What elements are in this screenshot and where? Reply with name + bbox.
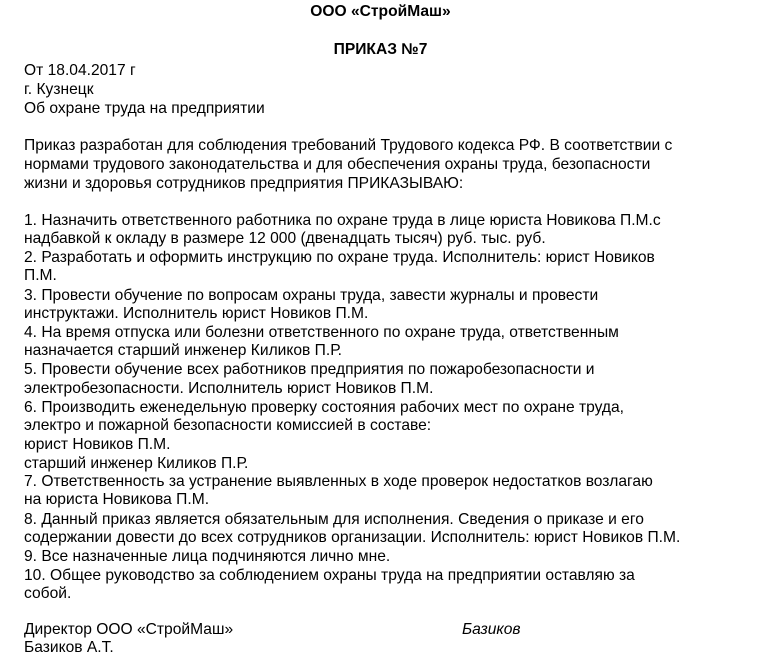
order-item-line: 1. Назначить ответственного работника по охране труда в лице юриста Новикова П.М.с (24, 212, 661, 229)
order-item-line: 5. Провести обучение всех работников предприятия по пожаробезопасности и (24, 361, 595, 378)
order-item-line: электро и пожарной безопасности комиссией в составе: (24, 417, 432, 434)
order-item-line: 6. Производить еженедельную проверку состояния рабочих мест по охране труда, (24, 399, 625, 416)
preamble-line: Приказ разработан для соблюдения требований Трудового кодекса РФ. В соответствии с (24, 137, 673, 154)
signature-name: Базиков А.Т. (24, 639, 114, 656)
order-item-line: собой. (24, 585, 72, 602)
order-item-line: надбавкой к окладу в размере 12 000 (двенадцать тысяч) руб. тыс. руб. (24, 230, 546, 247)
order-item-line: назначается старший инженер Киликов П.Р. (24, 342, 342, 359)
company-name: ООО «СтройМаш» (310, 3, 451, 20)
order-item-line: инструктажи. Исполнитель юрист Новиков П.М. (24, 305, 369, 322)
order-city: г. Кузнецк (24, 81, 94, 98)
preamble-line: нормами трудового законодательства и для обеспечения охраны труда, безопасности (24, 156, 651, 173)
order-item-line: 9. Все назначенные лица подчиняются лично мне. (24, 548, 391, 565)
signature-position: Директор ООО «СтройМаш» (24, 621, 234, 638)
order-item-line: 8. Данный приказ является обязательным для исполнения. Сведения о приказе и его (24, 511, 644, 528)
order-title: ПРИКАЗ №7 (333, 41, 428, 58)
order-item-line: электробезопасности. Исполнитель юрист Новиков П.М. (24, 380, 434, 397)
order-item-line: 3. Провести обучение по вопросам охраны труда, завести журналы и провести (24, 287, 599, 304)
order-date: От 18.04.2017 г (24, 62, 136, 79)
signature-handwritten: Базиков (462, 621, 521, 638)
order-item-line: П.М. (24, 267, 57, 284)
order-item-line: 4. На время отпуска или болезни ответственного по охране труда, ответственным (24, 324, 619, 341)
order-item-line: старший инженер Киликов П.Р. (24, 455, 249, 472)
order-item-line: 2. Разработать и оформить инструкцию по охране труда. Исполнитель: юрист Новиков (24, 249, 655, 266)
order-subject: Об охране труда на предприятии (24, 100, 265, 117)
order-item-line: 7. Ответственность за устранение выявленных в ходе проверок недостатков возлагаю (24, 473, 653, 490)
order-item-line: содержании довести до всех сотрудников организации. Исполнитель: юрист Новиков П.М. (24, 529, 681, 546)
preamble-line: жизни и здоровья сотрудников предприятия ПРИКАЗЫВАЮ: (24, 175, 464, 192)
order-item-line: юрист Новиков П.М. (24, 436, 171, 453)
order-item-line: на юриста Новикова П.М. (24, 491, 210, 508)
order-item-line: 10. Общее руководство за соблюдением охраны труда на предприятии оставляю за (24, 567, 635, 584)
